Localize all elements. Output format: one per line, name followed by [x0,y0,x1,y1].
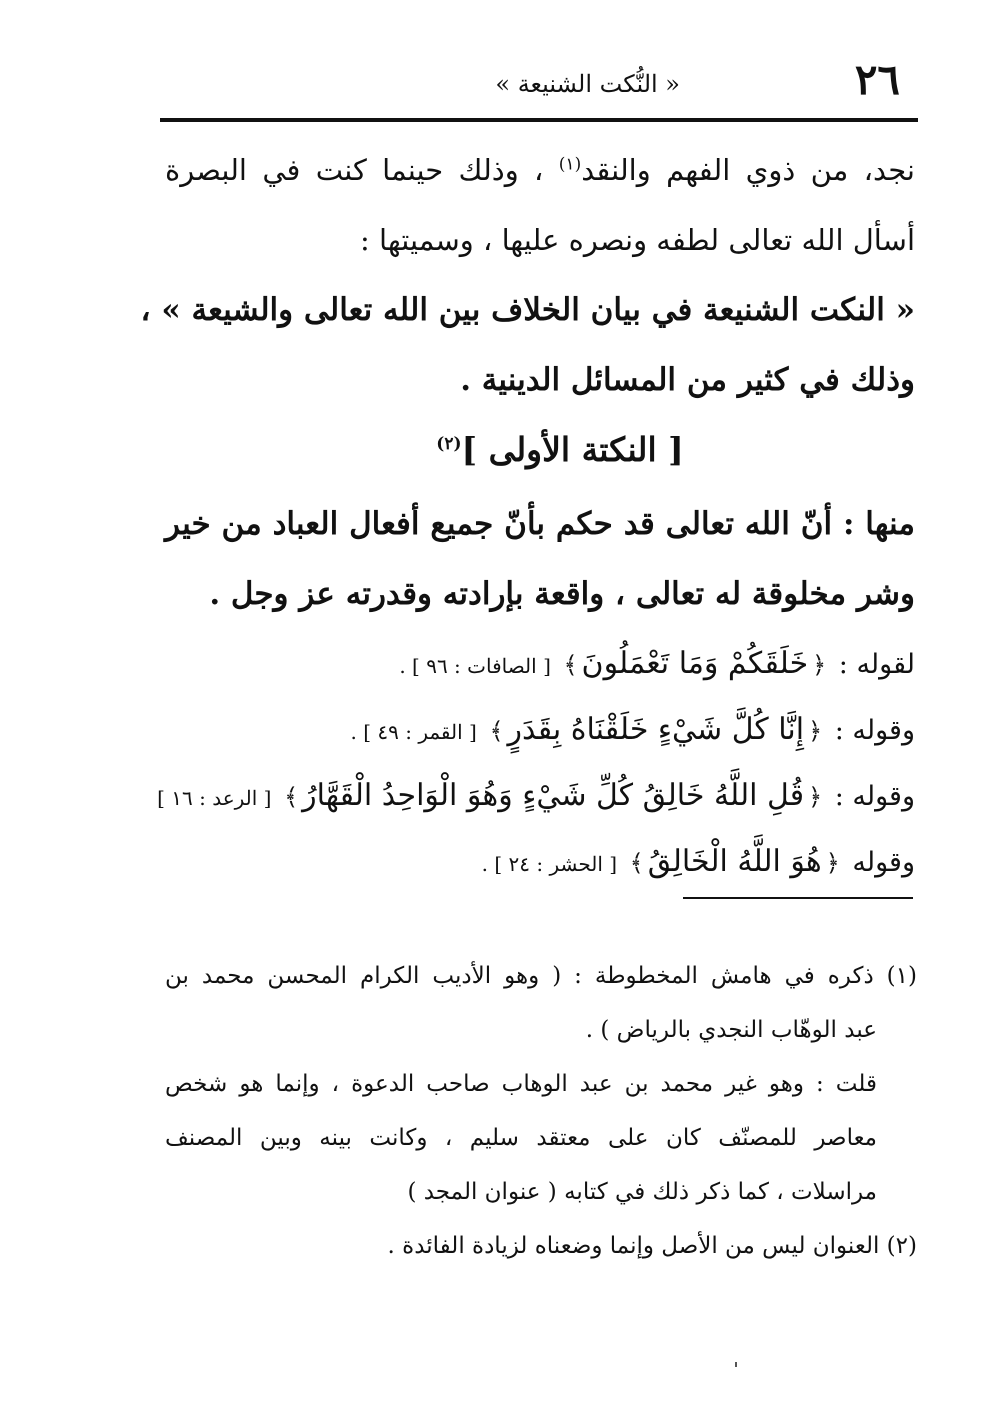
verse-text: خَلَقَكُمْ وَمَا تَعْمَلُونَ [581,646,809,681]
verse-close-ornament: ﴾ [563,651,578,679]
verse-close-ornament: ﴾ [489,717,504,745]
verse-prefix: وقوله : [834,781,915,812]
verse-reference: [ الرعد : ١٦ ] [157,786,272,810]
text-line: وشر مخلوقة له تعالى ، واقعة بإرادته وقدرته عز وجل . [209,576,915,612]
footnote-line: مراسلات ، كما ذكر ذلك في كتابه ( عنوان المجد ) [407,1179,877,1205]
verse-text: هُوَ اللَّهُ الْخَالِقُ [647,844,822,879]
footnote-line: (١) ذكره في هامش المخطوطة : ( وهو الأديب الكرام المحسن محمد بن [165,963,917,989]
scan-speck [735,1362,737,1367]
verse-reference: [ الصافات : ٩٦ ] . [399,654,551,678]
footnote-ref-2: (٢) [436,434,462,454]
verse-reference: [ الحشر : ٢٤ ] . [481,852,618,876]
verse-reference: [ القمر : ٤٩ ] . [350,720,477,744]
verse-line [165,710,915,776]
footnote-ref-1: (١) [558,154,582,175]
verse-text: إِنَّا كُلَّ شَيْءٍ خَلَقْنَاهُ بِقَدَرٍ [507,712,805,747]
verse-line [157,776,915,842]
text-line: وذلك في كثير من المسائل الدينية . [460,362,915,398]
book-title-line: « النكت الشنيعة في بيان الخلاف بين الله تعالى والشيعة » ، [140,292,915,328]
header-rule [160,118,918,122]
verse-open-ornament: ﴿ [808,783,823,811]
verse-open-ornament: ﴿ [808,717,823,745]
verse-prefix: وقوله [852,847,915,878]
verse-prefix: وقوله : [834,715,915,746]
text-line: أسأل الله تعالى لطفه ونصره عليها ، وسميتها : [360,223,915,257]
main-text [140,150,915,908]
text-line: منها : أنّ الله تعالى قد حكم بأنّ جميع أفعال العباد من خير [165,506,915,542]
footnote-line: (٢) العنوان ليس من الأصل وإنما وضعناه لزيادة الفائدة . [387,1233,917,1259]
footnote-line: معاصر للمصنّف كان على معتقد سليم ، وكانت بينه وبين المصنف [165,1125,877,1151]
heading-text: [ النكتة الأولى ] [461,430,684,469]
verse-line [165,644,915,710]
page-header [160,55,920,115]
verse-text: قُلِ اللَّهُ خَالِقُ كُلِّ شَيْءٍ وَهُوَ الْوَاحِدُ الْقَهَّارُ [302,778,805,813]
footnotes [165,960,917,1284]
text-line [165,150,915,220]
footnote-line: عبد الوهّاب النجدي بالرياض ) . [585,1017,877,1043]
footnote-line: قلت : وهو غير محمد بن عبد الوهاب صاحب الدعوة ، وإنما هو شخص [165,1071,877,1097]
verse-open-ornament: ﴿ [812,651,827,679]
footnote-separator [683,897,913,899]
section-heading [165,430,915,504]
running-title: « النُّكت الشنيعة » [495,70,680,98]
text-segment: نجد، من ذوي الفهم والنقد [581,153,915,187]
verse-close-ornament: ﴾ [629,849,644,877]
page-number: ٢٦ [854,55,900,104]
verse-close-ornament: ﴾ [284,783,299,811]
verse-open-ornament: ﴿ [825,849,840,877]
verse-prefix: لقوله : [838,649,915,680]
text-segment: ، وذلك حينما كنت في البصرة [165,153,559,187]
